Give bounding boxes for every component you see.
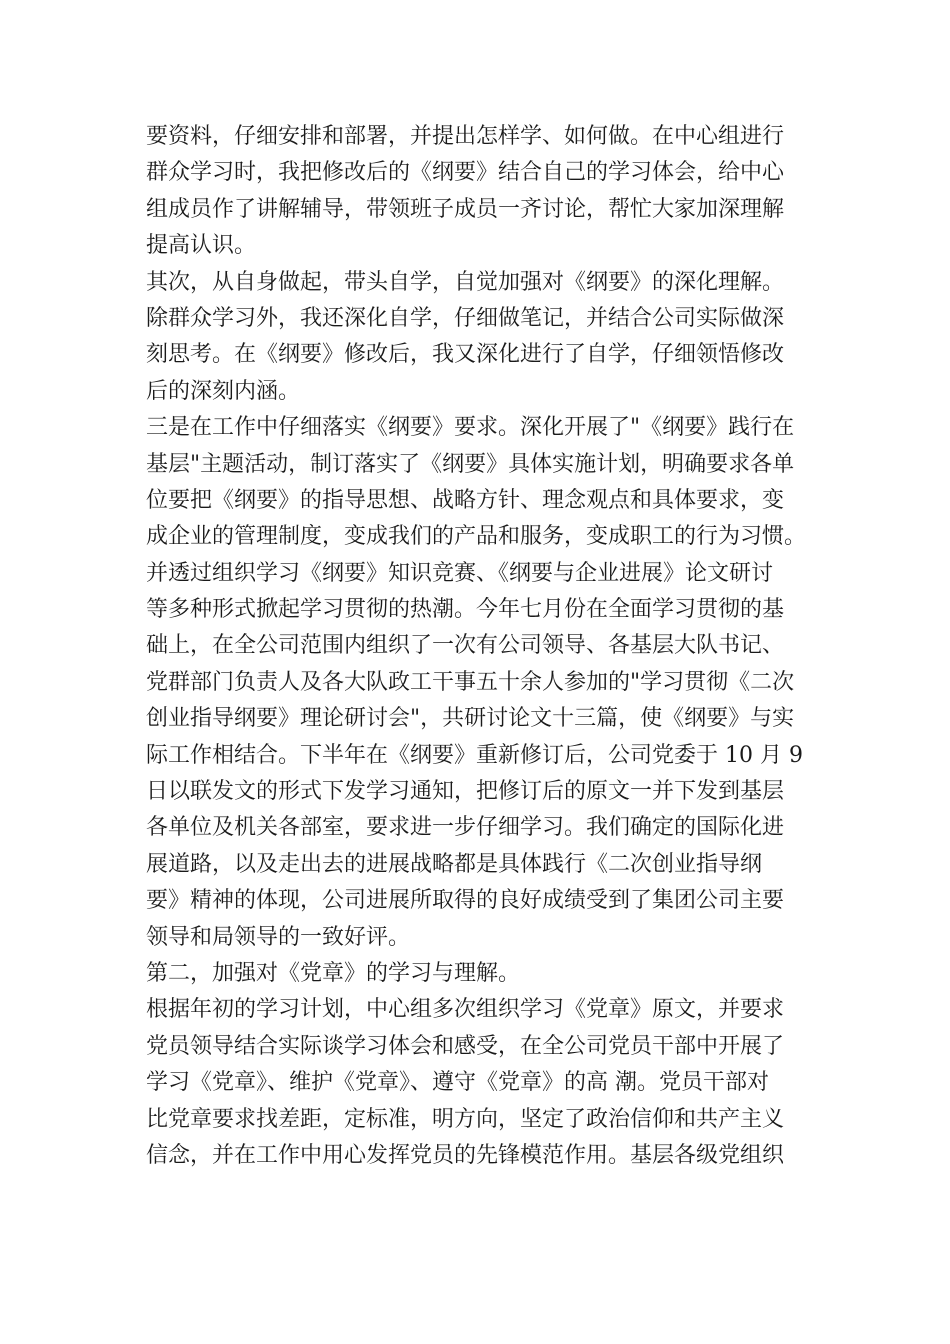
text-line: 基层"主题活动，制订落实了《纲要》具体实施计划，明确要求各单: [146, 451, 795, 477]
text-line: 要资料，仔细安排和部署，并提出怎样学、如何做。在中心组进行: [146, 124, 785, 149]
text-line: 信念，并在工作中用心发挥党员的先锋模范作用。基层各级党组织: [146, 1142, 785, 1168]
text-line: 成企业的管理制度，变成我们的产品和服务，变成职工的行为习惯。: [146, 524, 807, 550]
text-line: 党员领导结合实际谈学习体会和感受，在全公司党员干部中开展了: [146, 1033, 785, 1059]
text-line: 展道路，以及走出去的进展战略都是具体践行《二次创业指导纲: [146, 851, 763, 877]
text-line: 三是在工作中仔细落实《纲要》要求。深化开展了"《纲要》践行在: [146, 415, 795, 441]
text-line: 各单位及机关各部室，要求进一步仔细学习。我们确定的国际化进: [146, 815, 785, 841]
text-line: 学习《党章》、维护《党章》、遵守《党章》的高 潮。党员干部对: [146, 1070, 769, 1096]
text-line: 除群众学习外，我还深化自学，仔细做笔记，并结合公司实际做深: [146, 305, 785, 331]
text-line: 并透过组织学习《纲要》知识竞赛、《纲要与企业进展》论文研讨: [146, 560, 774, 586]
text-line: 等多种形式掀起学习贯彻的热潮。今年七月份在全面学习贯彻的基: [146, 597, 785, 623]
text-line: 后的深刻内涵。: [146, 378, 301, 404]
text-line: 位要把《纲要》的指导思想、战略方针、理念观点和具体要求，变: [146, 487, 785, 513]
text-line: 际工作相结合。下半年在《纲要》重新修订后，公司党委于 10 月 9: [146, 742, 803, 768]
text-line: 群众学习时，我把修改后的《纲要》结合自己的学习体会，给中心: [146, 160, 785, 186]
text-line: 创业指导纲要》理论研讨会"，共研讨论文十三篇，使《纲要》与实: [146, 706, 795, 732]
text-line: 础上，在全公司范围内组织了一次有公司领导、各基层大队书记、: [146, 633, 785, 659]
text-line: 第二，加强对《党章》的学习与理解。: [146, 960, 521, 986]
text-line: 日以联发文的形式下发学习通知，把修订后的原文一并下发到基层: [146, 779, 785, 805]
text-line: 要》精神的体现，公司进展所取得的良好成绩受到了集团公司主要: [146, 888, 785, 914]
text-line: 组成员作了讲解辅导，带领班子成员一齐讨论，帮忙大家加深理解: [146, 196, 785, 222]
text-line: 党群部门负责人及各大队政工干事五十余人参加的"学习贯彻《二次: [146, 669, 795, 695]
document-body-text: [146, 119, 816, 1174]
text-line: 根据年初的学习计划，中心组多次组织学习《党章》原文，并要求: [146, 997, 785, 1023]
text-line: 领导和局领导的一致好评。: [146, 924, 411, 950]
text-line: 提高认识。: [146, 233, 257, 259]
text-line: 比党章要求找差距，定标准，明方向，坚定了政治信仰和共产主义: [146, 1106, 785, 1132]
text-line: 其次，从自身做起，带头自学，自觉加强对《纲要》的深化理解。: [146, 269, 785, 295]
text-line: 刻思考。在《纲要》修改后，我又深化进行了自学，仔细领悟修改: [146, 342, 785, 368]
